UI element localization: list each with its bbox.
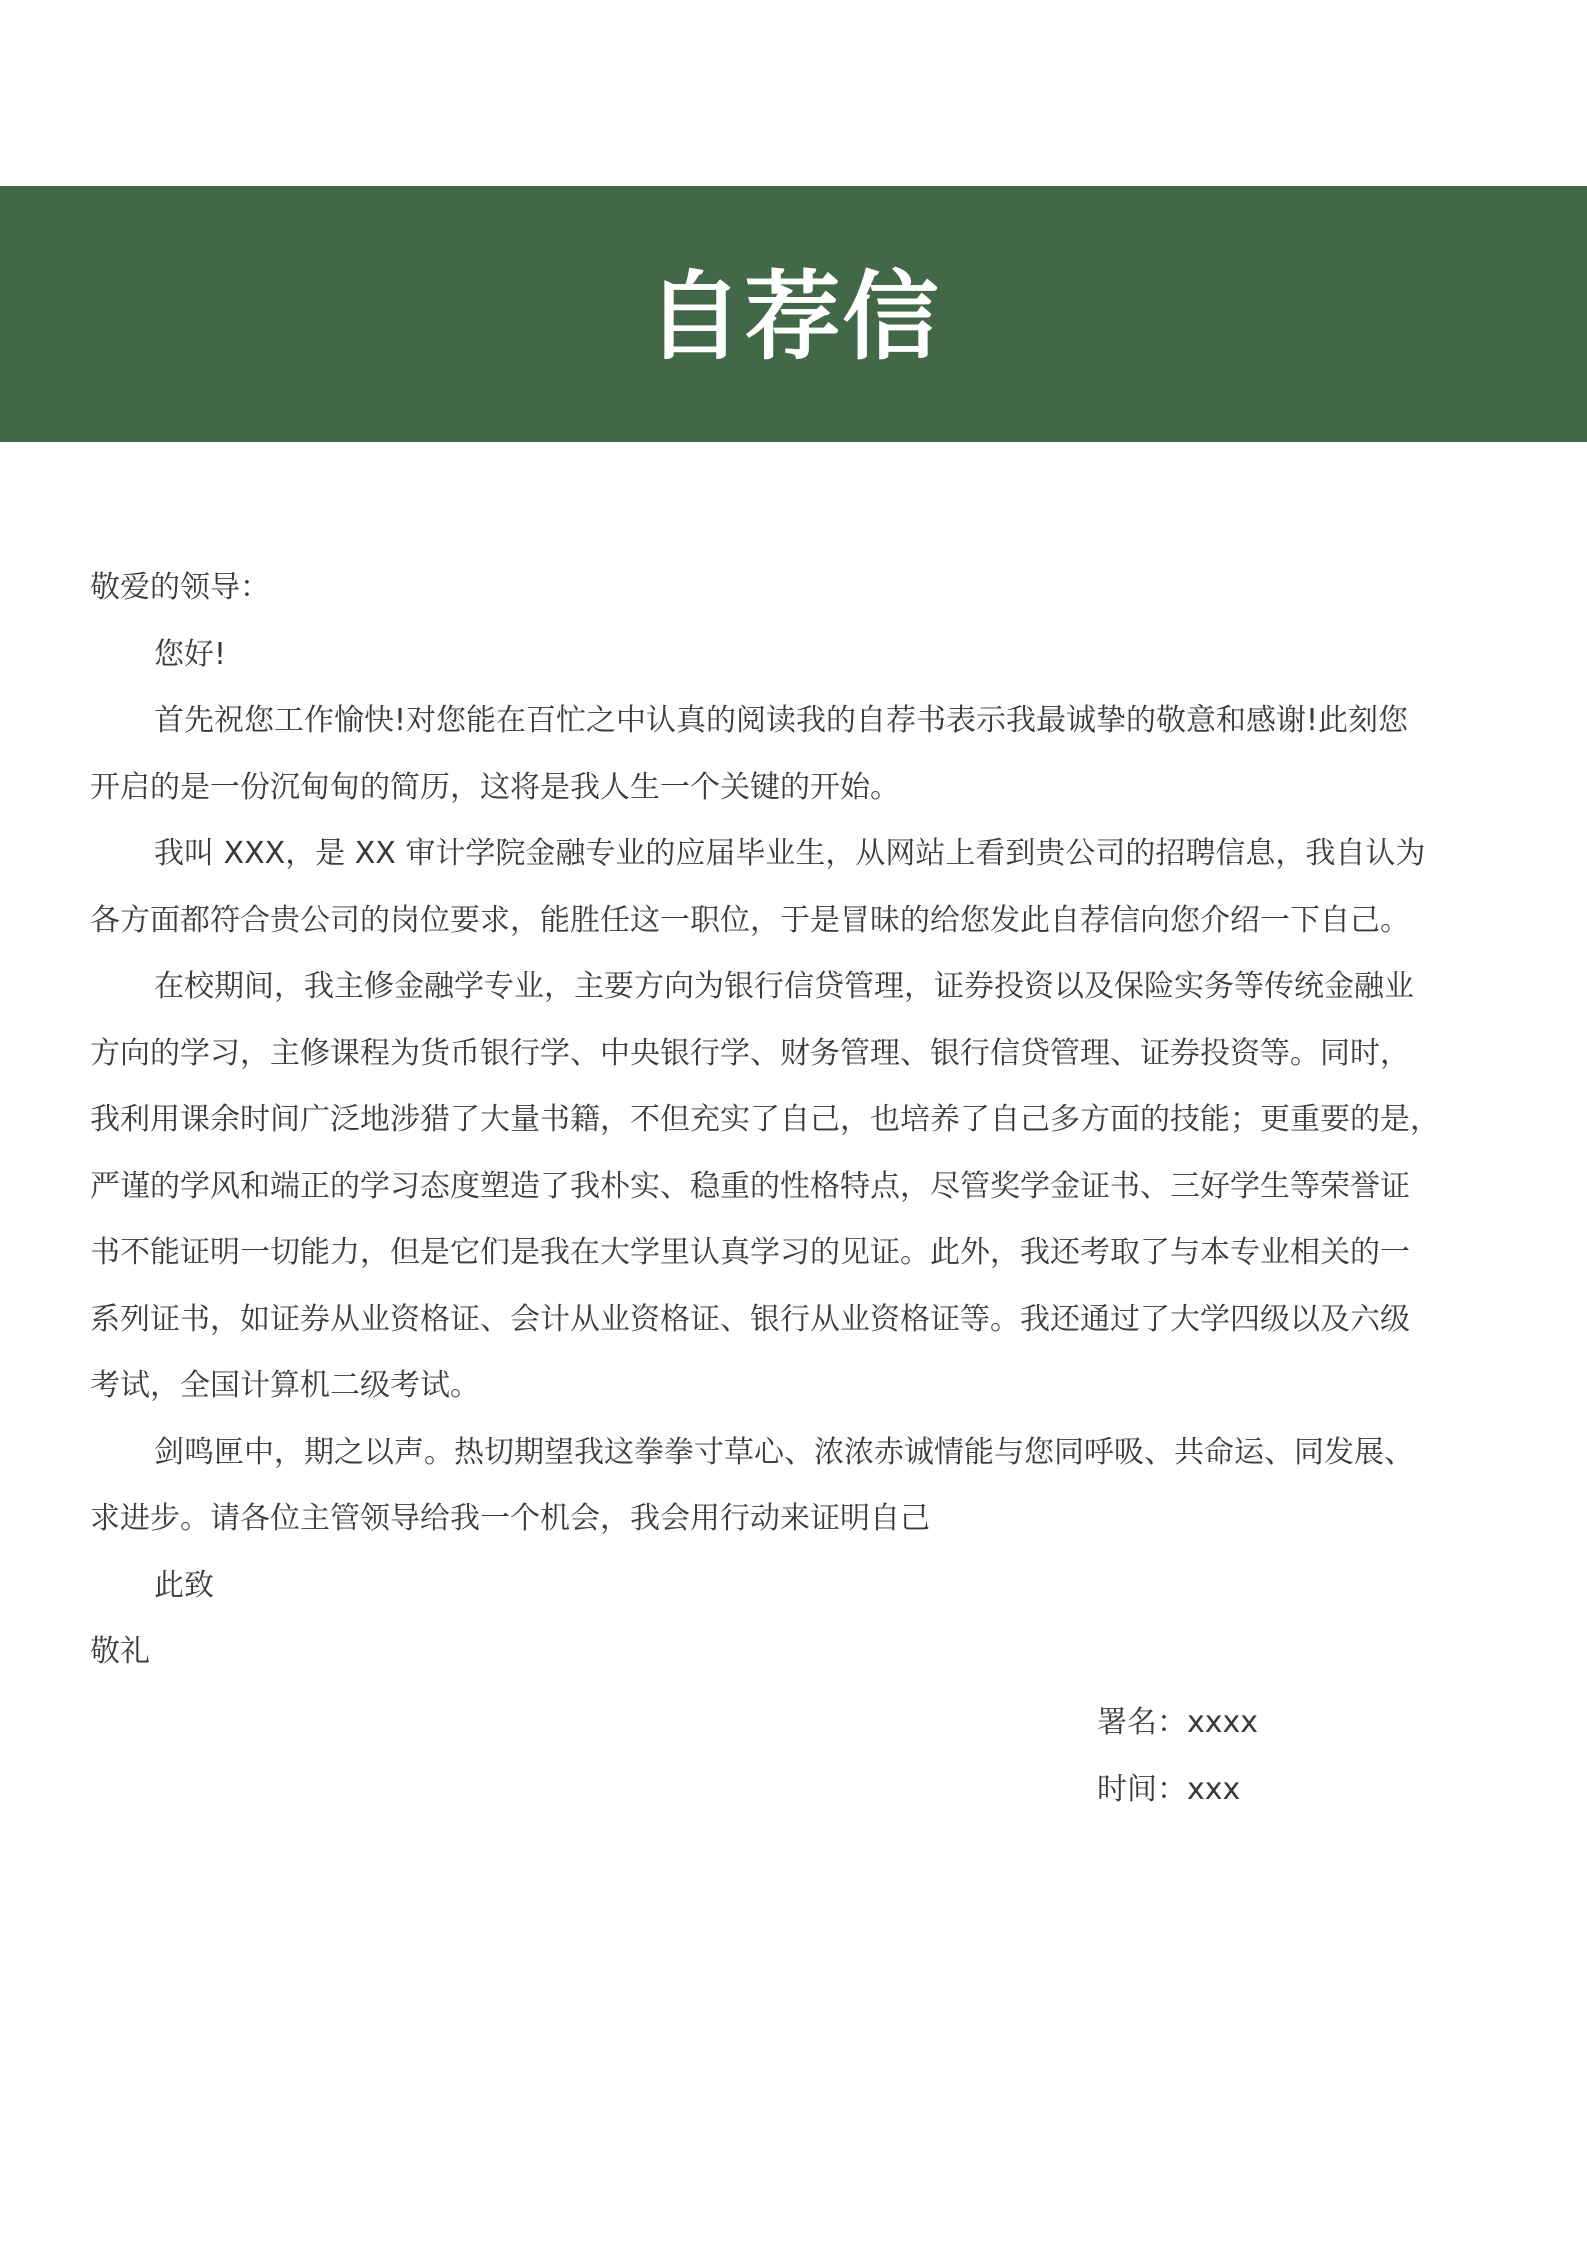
paragraph-line: 方向的学习，主修课程为货币银行学、中央银行学、财务管理、银行信贷管理、证券投资等。同时， <box>90 1035 1410 1071</box>
paragraph-line: 在校期间，我主修金融学专业，主要方向为银行信贷管理，证券投资以及保险实务等传统金融业 <box>154 969 1414 1004</box>
paragraph-line: 系列证书，如证券从业资格证、会计从业资格证、银行从业资格证等。我还通过了大学四级以及六级 <box>90 1301 1410 1337</box>
paragraph-education <box>90 954 1490 1420</box>
letter-body <box>90 555 1490 1686</box>
paragraph-line: 我叫 XXX，是 XX 审计学院金融专业的应届毕业生，从网站上看到贵公司的招聘信息，我自认为 <box>154 836 1426 871</box>
paragraph-intro <box>90 688 1490 821</box>
closing-jingli: 敬礼 <box>90 1634 150 1669</box>
page-title: 自荐信 <box>646 261 941 373</box>
closing-cizhi: 此致 <box>154 1567 214 1603</box>
greeting: 您好! <box>154 636 227 672</box>
paragraph-line: 我利用课余时间广泛地涉猎了大量书籍，不但充实了自己，也培养了自己多方面的技能；更重要的是， <box>90 1102 1440 1137</box>
paragraph-conclusion <box>90 1420 1490 1553</box>
salutation: 敬爱的领导： <box>90 570 270 605</box>
signature-block <box>1097 1690 1258 1823</box>
paragraph-line: 剑鸣匣中，期之以声。热切期望我这拳拳寸草心、浓浓赤诚情能与您同呼吸、共命运、同发展、 <box>154 1434 1414 1470</box>
paragraph-line: 书不能证明一切能力，但是它们是我在大学里认真学习的见证。此外，我还考取了与本专业相关的一 <box>90 1235 1410 1270</box>
paragraph-line: 考试，全国计算机二级考试。 <box>90 1368 480 1403</box>
paragraph-line: 各方面都符合贵公司的岗位要求，能胜任这一职位，于是冒昧的给您发此自荐信向您介绍一下自己。 <box>90 902 1410 938</box>
paragraph-line: 开启的是一份沉甸甸的简历，这将是我人生一个关键的开始。 <box>90 769 900 805</box>
paragraph-line: 求进步。请各位主管领导给我一个机会，我会用行动来证明自己 <box>90 1501 930 1536</box>
signature-date: 时间：xxx <box>1097 1771 1241 1807</box>
paragraph-line: 严谨的学风和端正的学习态度塑造了我朴实、稳重的性格特点，尽管奖学金证书、三好学生等荣誉证 <box>90 1168 1410 1204</box>
signature-name: 署名：xxxx <box>1097 1705 1259 1740</box>
title-banner <box>0 186 1587 442</box>
paragraph-line: 首先祝您工作愉快!对您能在百忙之中认真的阅读我的自荐书表示我最诚挚的敬意和感谢!此刻您 <box>154 703 1409 738</box>
paragraph-self-introduction <box>90 821 1490 954</box>
